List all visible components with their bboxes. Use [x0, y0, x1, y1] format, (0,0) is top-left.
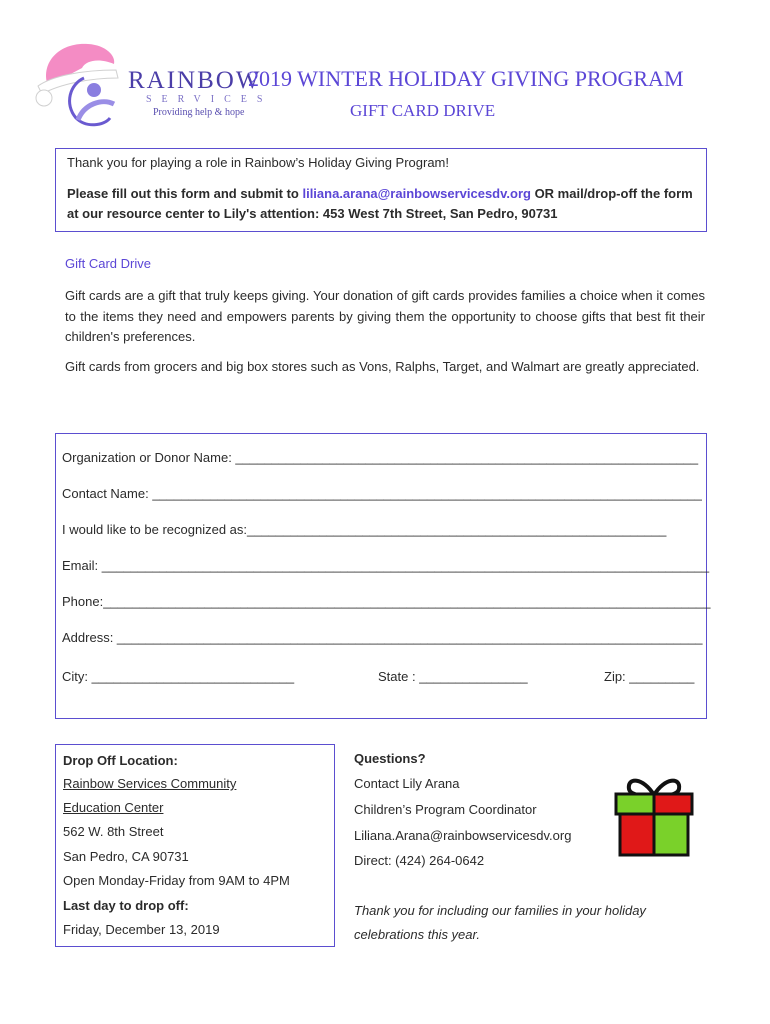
stores-paragraph: Gift cards from grocers and big box stores such as Vons, Ralphs, Target, and Walmart are greatly appreciated.: [65, 359, 700, 374]
address-field[interactable]: Address: _________________________________________________________________________________: [62, 630, 703, 645]
rainbow-logo: [30, 34, 273, 134]
questions-heading: Questions?: [354, 751, 426, 766]
dropoff-location-line1: Rainbow Services Community: [63, 776, 237, 791]
donor-form: [55, 433, 711, 719]
city-field[interactable]: City: ____________________________: [62, 669, 295, 684]
dropoff-box: [55, 744, 335, 947]
email-field[interactable]: Email: ____________________________________________________________________________________: [62, 558, 710, 573]
page-title: 2019 WINTER HOLIDAY GIVING PROGRAM: [248, 66, 684, 91]
logo-tagline: Providing help & hope: [153, 107, 245, 118]
section-heading: Gift Card Drive: [65, 256, 151, 271]
logo-services: SERVICES: [146, 94, 273, 105]
recognized-as-field[interactable]: I would like to be recognized as:__________________________________________________________: [62, 522, 667, 537]
gift-box-icon: [613, 773, 695, 864]
instructions-box: [55, 148, 707, 232]
dropoff-hours: Open Monday-Friday from 9AM to 4PM: [63, 873, 290, 888]
submit-email-link[interactable]: liliana.arana@rainbowservicesdv.org: [302, 186, 531, 201]
thanks-text: Thank you for playing a role in Rainbow’s Holiday Giving Program!: [67, 155, 450, 170]
page-subtitle: GIFT CARD DRIVE: [350, 101, 496, 120]
intro-paragraph: Gift cards are a gift that truly keeps giving. Your donation of gift cards provides families a choice when it comes to the items they need and empowers parents by giving them the opportunity to choose gifts that best fit their children's preferences.: [65, 288, 705, 344]
instructions-pre: Please fill out this form and submit to: [67, 186, 303, 201]
submit-instructions: [67, 184, 695, 224]
dropoff-street: 562 W. 8th Street: [63, 824, 164, 839]
last-day-label: Last day to drop off:: [63, 898, 189, 913]
closing-line1: Thank you for including our families in your holiday: [354, 903, 646, 918]
questions-email[interactable]: Liliana.Arana@rainbowservicesdv.org: [354, 828, 572, 843]
santa-hat-family-icon: [30, 34, 140, 134]
phone-field[interactable]: Phone:____________________________________________________________________________________: [62, 594, 711, 609]
instructions-post: OR mail/drop-off the form at our resource center to Lily's attention: 453 West 7th Street, San Pedro, 90731: [67, 186, 693, 221]
questions-role: Children’s Program Coordinator: [354, 802, 537, 817]
org-name-field[interactable]: Organization or Donor Name: ________________________________________________________________: [62, 450, 699, 465]
questions-contact: Contact Lily Arana: [354, 776, 460, 791]
dropoff-heading: Drop Off Location:: [63, 753, 178, 768]
dropoff-location-line2: Education Center: [63, 800, 164, 815]
contact-name-field[interactable]: Contact Name: ____________________________________________________________________________: [62, 486, 702, 501]
zip-field[interactable]: Zip: _________: [604, 669, 695, 684]
state-field[interactable]: State : _______________: [378, 669, 528, 684]
closing-line2: celebrations this year.: [354, 927, 480, 942]
dropoff-city: San Pedro, CA 90731: [63, 849, 189, 864]
logo-wordmark: RAINBOW: [128, 67, 262, 94]
questions-phone: Direct: (424) 264-0642: [354, 853, 485, 868]
last-day-date: Friday, December 13, 2019: [63, 922, 220, 937]
